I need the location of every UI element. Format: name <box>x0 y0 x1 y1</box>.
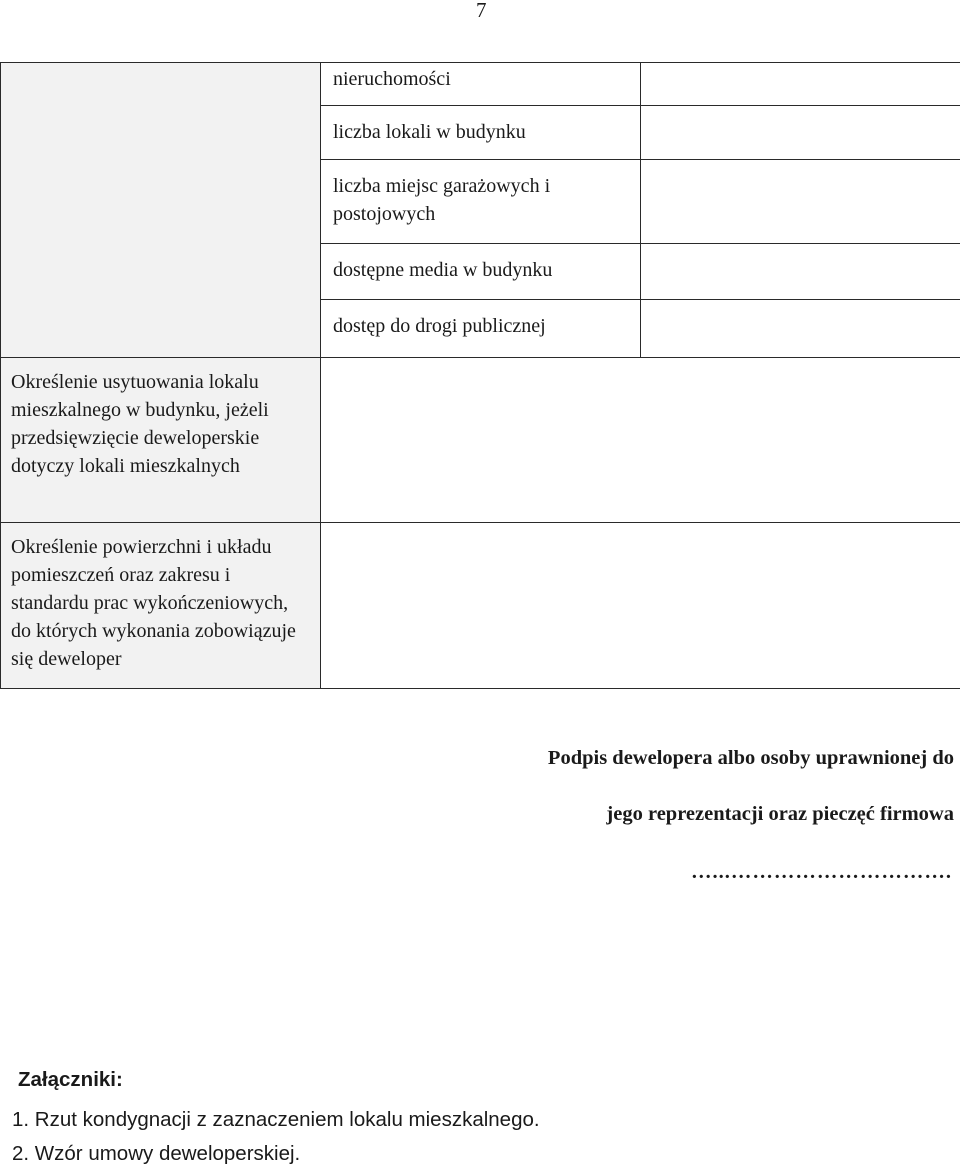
page-number: 7 <box>476 0 487 22</box>
property-row-label <box>321 106 641 160</box>
property-row-value[interactable] <box>641 106 960 160</box>
signature-caption-line2: jego reprezentacji oraz pieczęć firmowa <box>606 803 954 825</box>
signature-line: …...…………………………. <box>691 861 952 883</box>
attachments-section <box>12 1066 916 1174</box>
attachment-item: 2. Wzór umowy deweloperskiej. <box>12 1142 301 1165</box>
property-row-label-text: nieruchomości <box>333 68 451 90</box>
property-row-label-text: liczba miejsc garażowych i postojowych <box>333 175 551 225</box>
signature-block <box>394 744 954 856</box>
signature-caption-line1: Podpis dewelopera albo osoby uprawnionej do <box>547 747 954 769</box>
attachment-item: 1. Rzut kondygnacji z zaznaczeniem lokalu mieszkalnego. <box>12 1108 540 1131</box>
table-row <box>1 63 960 106</box>
property-row-label-text: dostęp do drogi publicznej <box>333 315 546 337</box>
property-row-value[interactable] <box>641 300 960 358</box>
location-label: Określenie usytuowania lokalu mieszkalnego w budynku, jeżeli przedsięwzięcie deweloperskie dotyczy lokali mieszkalnych <box>11 371 269 477</box>
property-row-label <box>321 63 641 106</box>
location-value-cell[interactable] <box>321 358 960 523</box>
property-row-label <box>321 160 641 244</box>
property-row-label <box>321 244 641 300</box>
location-label-cell <box>1 358 321 523</box>
attachments-title: Załączniki: <box>18 1068 123 1091</box>
property-row-label <box>321 300 641 358</box>
property-row-value[interactable] <box>641 244 960 300</box>
table-row <box>1 523 960 689</box>
property-row-label-text: liczba lokali w budynku <box>333 121 526 143</box>
property-row-value[interactable] <box>641 160 960 244</box>
table-row <box>1 358 960 523</box>
merged-label-cell <box>1 63 321 358</box>
property-details-table <box>0 62 960 689</box>
rooms-value-cell[interactable] <box>321 523 960 689</box>
property-row-value[interactable] <box>641 63 960 106</box>
rooms-label-cell <box>1 523 321 689</box>
rooms-label: Określenie powierzchni i układu pomieszczeń oraz zakresu i standardu prac wykończeniowych, do których wykonania zobowiązuje się deweloper <box>11 536 296 670</box>
property-row-label-text: dostępne media w budynku <box>333 259 553 281</box>
